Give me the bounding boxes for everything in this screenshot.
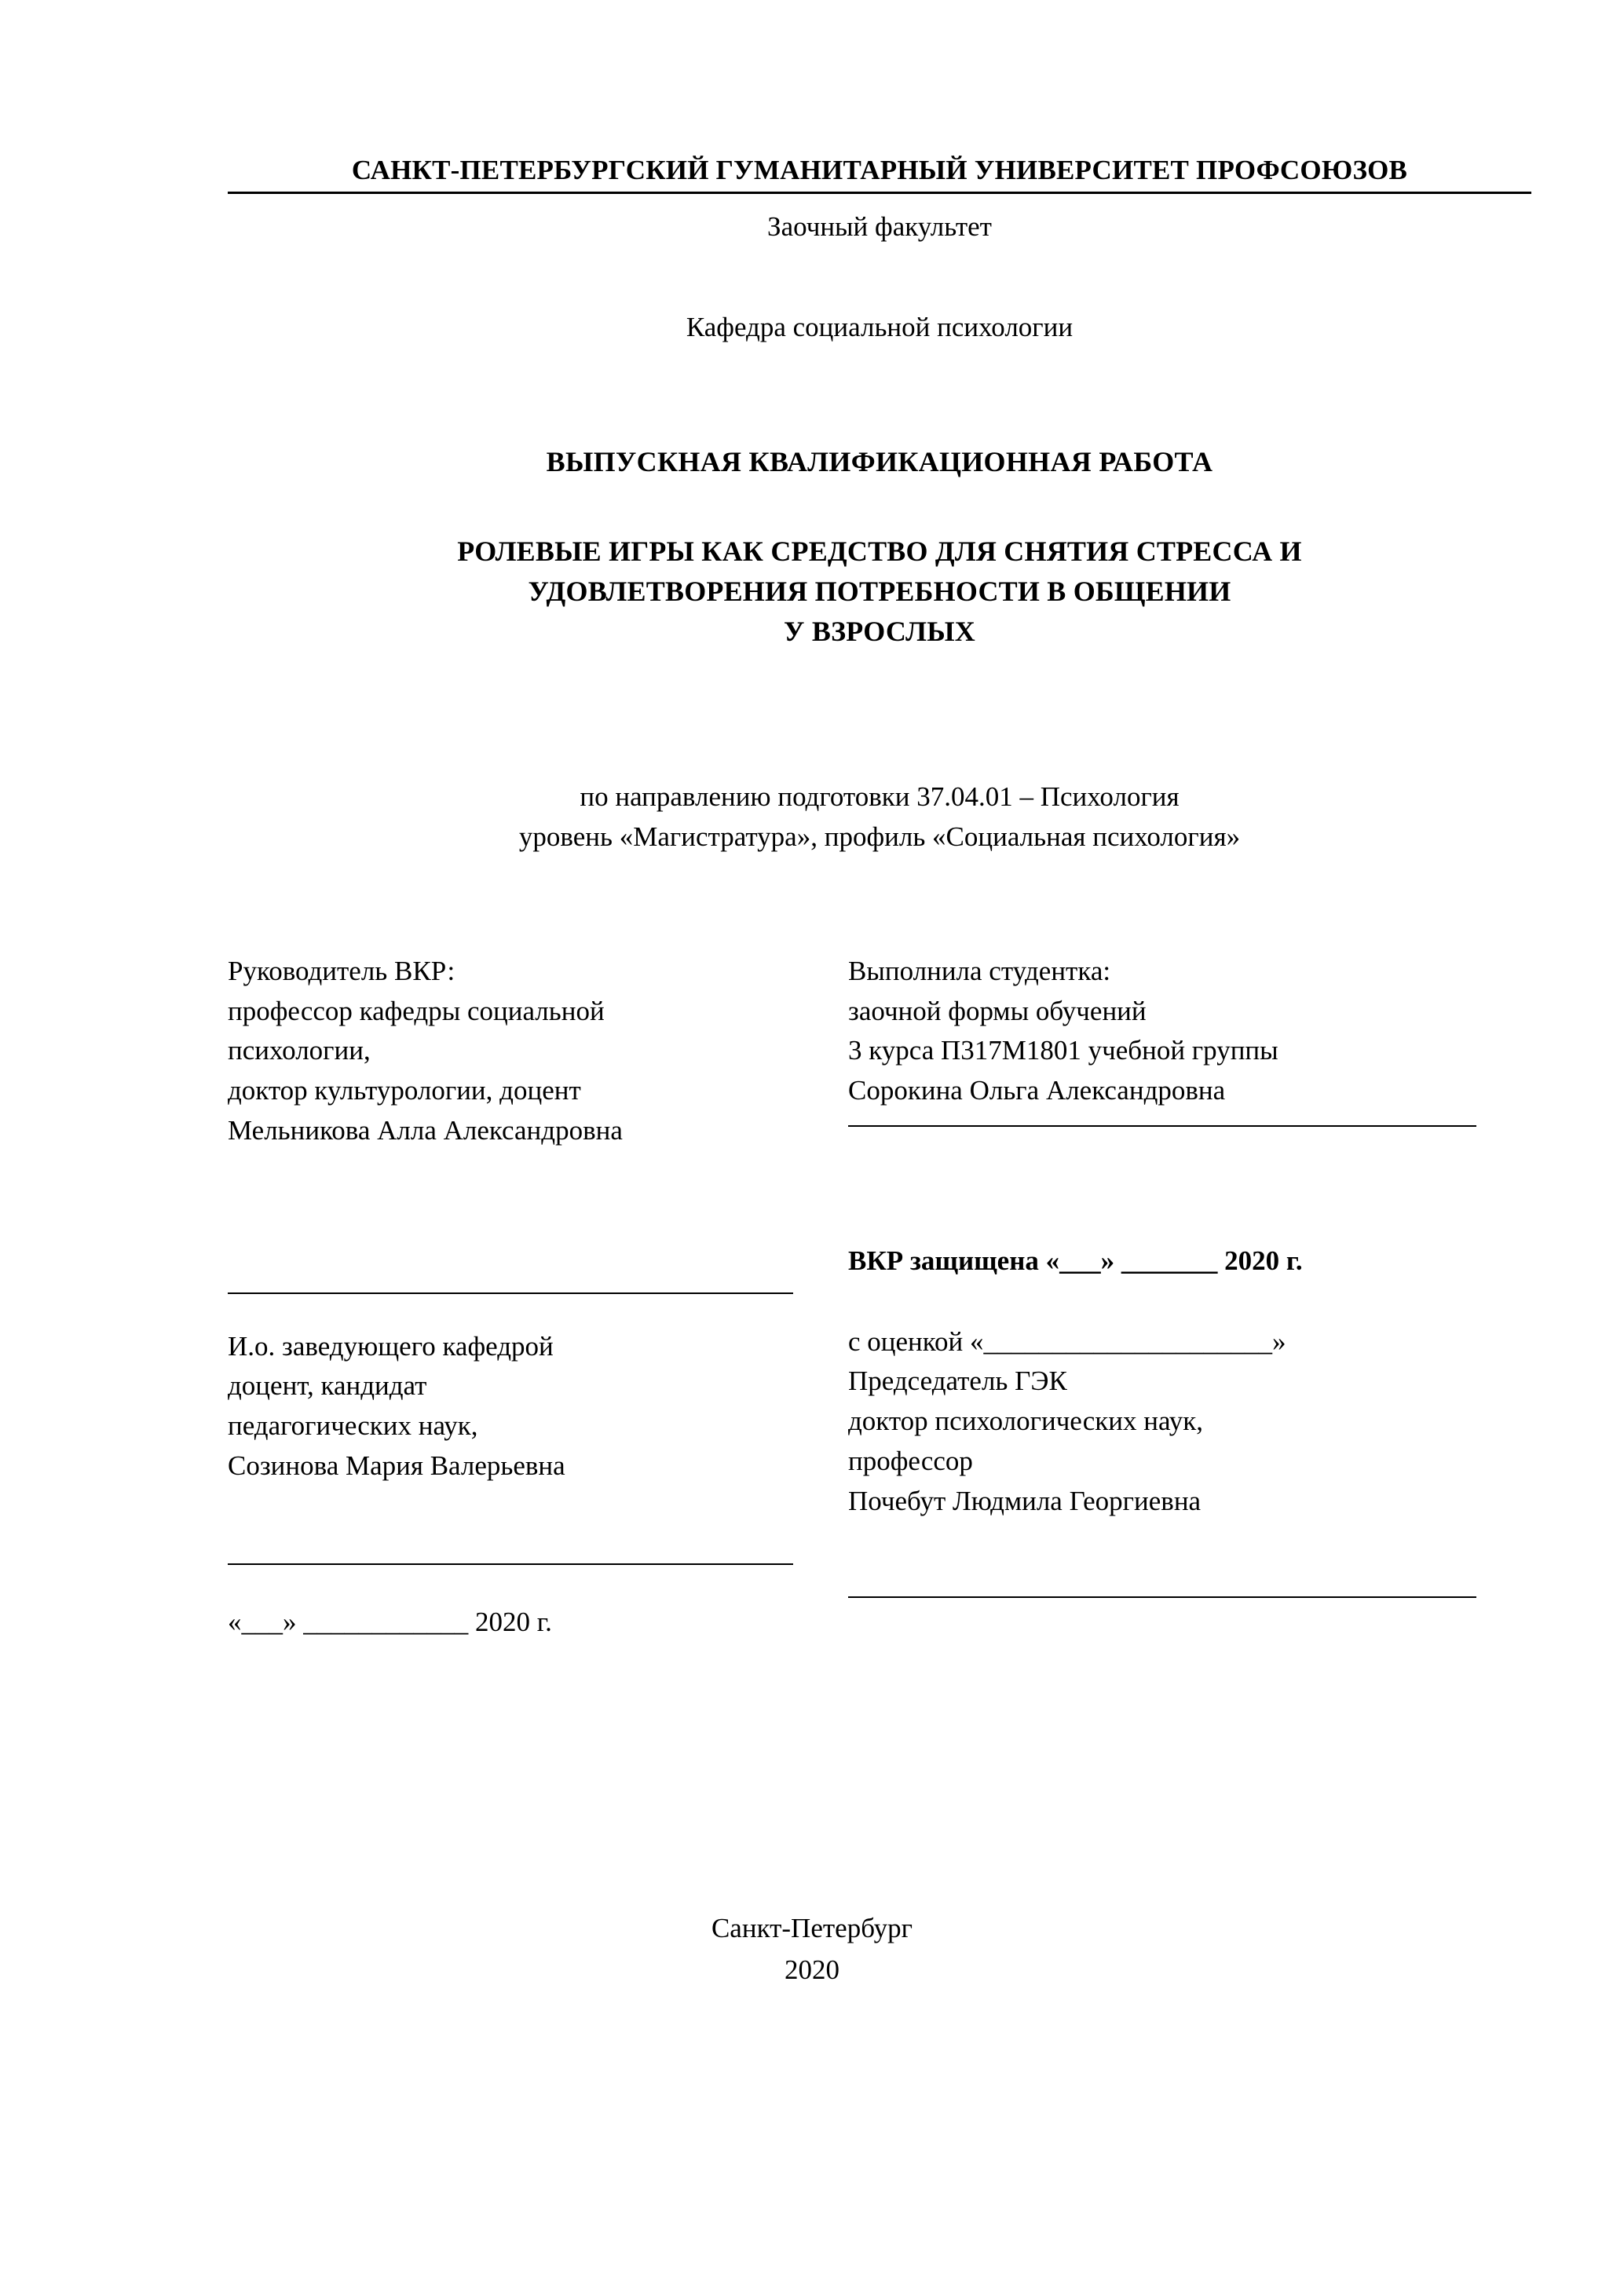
chairman-name: Почебут Людмила Георгиевна [848,1485,1202,1516]
signature-section [228,952,1531,1643]
chairman-line-2: доктор психологических наук, [848,1406,1203,1437]
student-name: Сорокина Ольга Александровна [848,1075,1226,1106]
head-of-department-name: Созинова Мария Валерьевна [228,1450,565,1481]
chairman-line-3: профессор [848,1445,973,1476]
student-line-1: заочной формы обучений [848,995,1147,1026]
supervisor-line-2: психологии, [228,1035,371,1066]
thesis-title-line-1: РОЛЕВЫЕ ИГРЫ КАК СРЕДСТВО ДЛЯ СНЯТИЯ СТРЕССА И [457,536,1302,567]
thesis-title-line-3: У ВЗРОСЛЫХ [784,616,975,648]
student-line-2: 3 курса П317М1801 учебной группы [848,1035,1278,1066]
supervisor-name: Мельникова Алла Александровна [228,1114,623,1146]
year: 2020 [785,1954,839,1985]
head-of-department-line-3: педагогических наук, [228,1410,478,1442]
chairman-block [848,1362,1523,1521]
head-of-department-signature-rule [228,1563,793,1565]
head-of-department-block [228,1327,825,1486]
thesis-title-line-2: УДОВЛЕТВОРЕНИЯ ПОТРЕБНОСТИ В ОБЩЕНИИ [528,576,1231,608]
program-direction: по направлению подготовки 37.04.01 – Психология [580,781,1180,813]
program-info [228,777,1531,857]
city-year-block [0,1908,1624,1991]
document-type: ВЫПУСКНАЯ КВАЛИФИКАЦИОННАЯ РАБОТА [546,446,1213,477]
chairman-signature-rule [848,1596,1476,1598]
grade-line: с оценкой «_____________________» [848,1325,1286,1357]
department-name: Кафедра социальной психологии [686,312,1074,342]
supervisor-block [228,952,825,1151]
head-of-department-line-2: доцент, кандидат [228,1370,427,1402]
head-of-department-line-1: И.о. заведующего кафедрой [228,1330,554,1362]
faculty-name: Заочный факультет [767,211,992,242]
title-page-content [228,154,1531,1643]
student-block [848,952,1523,1111]
student-signature-rule [848,1125,1476,1127]
supervisor-label: Руководитель ВКР: [228,955,455,986]
defense-date-line: ВКР защищена «___» _______ 2020 г. [848,1245,1303,1276]
date-left: «___» ____________ 2020 г. [228,1606,552,1637]
signature-column-left [228,952,825,1643]
supervisor-line-1: профессор кафедры социальной [228,995,605,1026]
signature-column-right [848,952,1523,1599]
thesis-title [228,532,1531,652]
supervisor-signature-rule [228,1292,793,1294]
chairman-label: Председатель ГЭК [848,1366,1067,1397]
student-label: Выполнила студентка: [848,955,1111,986]
city: Санкт-Петербург [711,1913,913,1943]
university-name: САНКТ-ПЕТЕРБУРГСКИЙ ГУМАНИТАРНЫЙ УНИВЕРСИТЕТ ПРОФСОЮЗОВ [228,154,1531,194]
supervisor-line-3: доктор культурологии, доцент [228,1075,581,1106]
program-level: уровень «Магистратура», профиль «Социальная психология» [518,821,1241,853]
